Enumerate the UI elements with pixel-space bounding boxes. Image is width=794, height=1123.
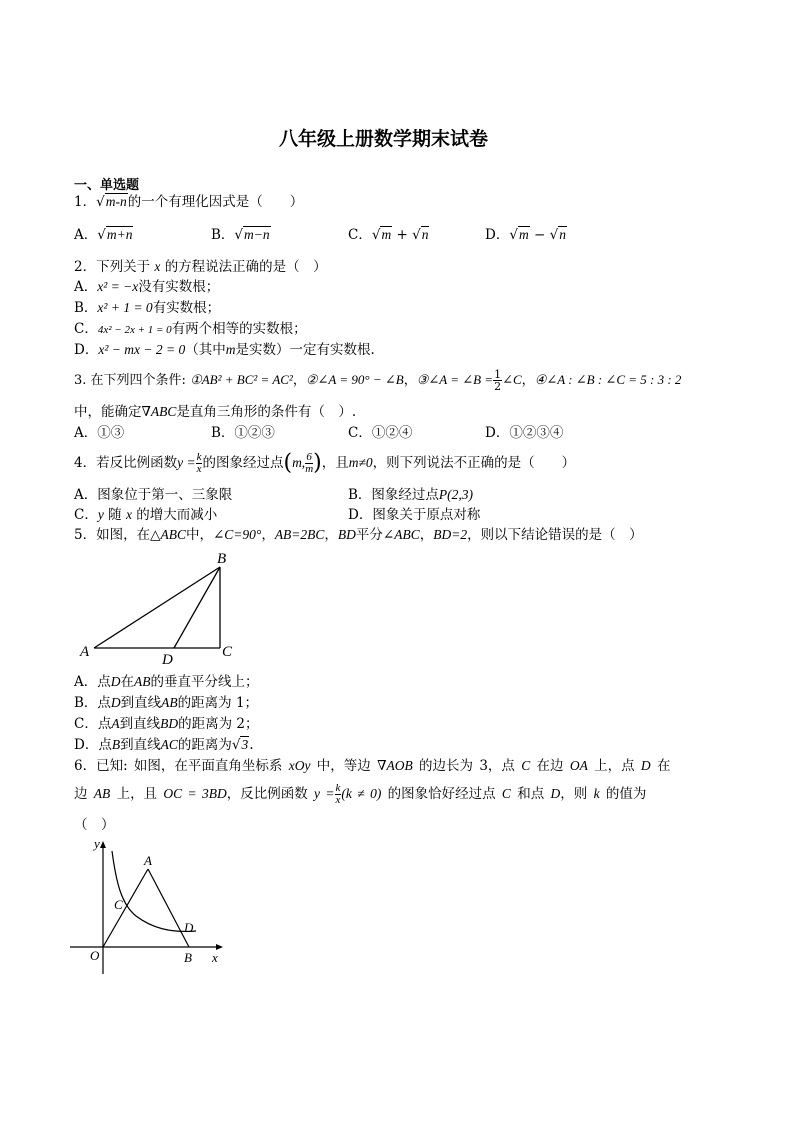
q5-triangle-figure [74, 548, 254, 668]
option-end: . [249, 737, 254, 753]
option-text: D．点 [74, 737, 112, 753]
sqrt-symbol: √ [412, 227, 421, 243]
option-text: 的垂直平分线上； [150, 674, 259, 690]
q6-text: 6．已知: 如图，在平面直角坐标系 [74, 758, 283, 774]
condition: (k ≠ 0) [341, 786, 382, 801]
segment: BD [337, 527, 356, 542]
q5-option-b [74, 694, 258, 712]
option-text: 到直线 [120, 695, 162, 711]
option-text: B．点 [74, 695, 111, 711]
condition: OC = 3BD [163, 786, 227, 801]
variable: AC [160, 737, 178, 752]
sqrt-symbol: √ [97, 227, 106, 243]
option-text: 的距离为 2； [178, 716, 259, 732]
operator: + [396, 227, 408, 243]
variable: C [521, 758, 531, 773]
condition-2: ②∠A = 90° − ∠B [305, 372, 404, 387]
q6-text: 上，点 [594, 758, 635, 774]
q1-option-d [485, 226, 567, 244]
q1-number: 1． [74, 194, 97, 210]
label-a: A [144, 853, 152, 868]
q3-stem-post: 是直角三角形的条件有（ ）. [176, 404, 357, 420]
label-c: C [114, 897, 123, 912]
q1-radicand: m-n [105, 194, 127, 209]
option-text: 的距离为 [177, 737, 232, 753]
label-c: C [222, 644, 233, 660]
q5-option-d [74, 736, 254, 754]
q6-text: ，反比例函数 [226, 786, 308, 802]
q4-option-a: A．图象位于第一、三象限 [74, 487, 233, 503]
variable: C [501, 786, 511, 801]
triangle: △ABC [150, 527, 186, 542]
paren-close: ) [313, 450, 322, 476]
option-text: 的距离为 1； [177, 695, 259, 711]
equation: x² + 1 = 0 [97, 300, 153, 315]
sqrt-symbol: √ [96, 194, 105, 210]
paren-open: ( [283, 450, 293, 476]
operator: − [533, 227, 546, 243]
q6-text: 在边 [536, 758, 564, 774]
triangle: ∇ABC [141, 404, 177, 419]
label-b: B [184, 950, 192, 965]
option-text: 是实数）一定有实数根. [235, 342, 375, 358]
fraction [493, 369, 502, 392]
q3-stem: 中，能确定 [74, 404, 142, 420]
numerator: 1 [494, 368, 502, 381]
segment: AB [93, 786, 111, 801]
option-label: B． [74, 300, 98, 316]
segment-bd [174, 567, 220, 648]
q4-stem-mid: 的图象经过点 [202, 455, 284, 471]
variable: D [640, 758, 651, 773]
label-x: x [212, 950, 218, 965]
q4-stem: 4．若反比例函数 [74, 455, 178, 471]
q2-stem-post: 的方程说法正确的是（ ） [164, 259, 327, 275]
number: 3 [479, 758, 488, 774]
q5-text: 中， [185, 527, 213, 543]
separator: ， [403, 373, 417, 388]
separator: ， [324, 527, 338, 543]
sqrt-symbol: √ [371, 227, 381, 243]
variable: AB [161, 695, 178, 710]
q6-text: 中，等边 [316, 758, 371, 774]
q6-coordinate-figure [66, 836, 236, 978]
variable: D [550, 786, 561, 801]
condition: m≠0 [348, 455, 373, 470]
option-text: B．图象经过点 [348, 487, 439, 503]
condition: BD=2 [433, 527, 468, 542]
sqrt-symbol: √ [231, 737, 241, 753]
radicand: n [421, 227, 429, 242]
q4-stem-post: ，且 [321, 455, 349, 471]
condition-3-end: ∠C [502, 372, 522, 387]
option-text: 随 [108, 507, 122, 523]
option-text: C．点 [74, 716, 112, 732]
q5-stem-end: ，则以下结论错误的是（ ） [467, 527, 643, 543]
question-2 [74, 258, 327, 276]
q6-text: ，点 [487, 758, 515, 774]
segment-ab [94, 567, 220, 648]
condition-1: ①AB² + BC² = AC² [190, 372, 293, 387]
q6-text: 的边长为 [419, 758, 474, 774]
option-text: 没有实数根； [138, 279, 220, 295]
condition: AB=2BC [274, 527, 325, 542]
q1-text: 的一个有理化因式是（ ） [127, 194, 304, 210]
segment-ab [148, 869, 189, 947]
q6-text: 和点 [517, 786, 545, 802]
separator: ， [521, 373, 535, 388]
radicand: m+n [106, 227, 133, 242]
segment: OA [569, 758, 588, 773]
variable: AB [134, 674, 151, 689]
sqrt-symbol: √ [549, 227, 559, 243]
q2-option-d [74, 341, 375, 359]
q2-stem: 2．下列关于 [74, 259, 151, 275]
variable: k [593, 786, 600, 801]
question-6-line3: （ ） [74, 817, 115, 833]
fraction [305, 452, 313, 475]
q5-text: 平分 [355, 527, 383, 543]
question-1 [74, 193, 303, 211]
radicand: m [381, 227, 392, 242]
equation: 4x² − 2x + 1 = 0 [97, 324, 172, 336]
variable: BD [160, 716, 179, 731]
variable: xOy [288, 758, 311, 773]
option-label: A． [74, 279, 98, 295]
option-text: （其中 [185, 342, 226, 358]
condition: ∠C=90° [212, 527, 262, 542]
section-heading: 一、单选题 [74, 178, 140, 193]
question-5 [74, 526, 643, 544]
label-d: D [184, 920, 194, 935]
option-label: C． [74, 507, 98, 523]
denominator: m [305, 463, 314, 475]
condition-4: ④∠A : ∠B : ∠C = 5 : 3 : 2 [534, 372, 682, 387]
sqrt-symbol: √ [234, 227, 244, 243]
q2-option-c [74, 320, 307, 339]
q6-text: ，则 [560, 786, 588, 802]
point: P(2,3) [438, 487, 474, 502]
option-text: 有实数根； [152, 300, 221, 316]
q2-option-b [74, 299, 220, 317]
numerator: k [196, 451, 202, 463]
q6-text: 在 [656, 758, 671, 774]
q3-option-d: D．①②③④ [485, 425, 564, 441]
q3-option-a: A．①③ [74, 425, 125, 441]
question-4 [74, 452, 575, 475]
q1-option-a [74, 226, 133, 244]
option-label: B． [211, 227, 235, 243]
page-title: 八年级上册数学期末试卷 [279, 128, 489, 150]
function-lhs: y = [314, 786, 335, 801]
option-text: 有两个相等的实数根； [171, 321, 307, 337]
label-b: B [217, 551, 227, 567]
q4-option-d: D．图象关于原点对称 [348, 507, 481, 523]
denominator: x [335, 794, 341, 806]
option-text: 的增大而减小 [136, 507, 218, 523]
question-6-line2 [74, 783, 646, 806]
q1-option-b [211, 226, 271, 244]
y-axis-arrow-icon [100, 841, 106, 848]
option-label: C． [74, 321, 98, 337]
angle: ∠ABC [382, 527, 420, 542]
label-d: D [162, 652, 173, 668]
function-lhs: y = [177, 455, 196, 470]
sqrt-symbol: √ [509, 227, 518, 243]
variable: D [110, 695, 121, 710]
condition-3: ③∠A = ∠B = [416, 372, 494, 387]
q6-text: 的图象恰好经过点 [387, 786, 496, 802]
option-text: 到直线 [120, 737, 161, 753]
q4-option-b [348, 486, 473, 504]
question-6-line1 [74, 757, 670, 775]
label-a: A [80, 644, 90, 660]
equation: x² − mx − 2 = 0 [98, 342, 186, 357]
q5-stem: 5．如图，在 [74, 527, 151, 543]
q3-stem: 3. 在下列四个条件: [74, 373, 191, 388]
triangle: ∇AOB [377, 758, 413, 773]
option-label: D． [485, 227, 510, 243]
q4-option-c [74, 506, 217, 524]
numerator: 6 [306, 451, 312, 463]
variable: y [97, 507, 104, 522]
separator: ， [419, 527, 434, 543]
label-y: y [94, 836, 100, 851]
q6-text: 边 [74, 786, 88, 802]
option-text: 在 [120, 674, 134, 690]
variable: D [110, 674, 121, 689]
q5-option-a [74, 673, 259, 691]
variable: A [111, 716, 120, 731]
q2-option-a [74, 278, 219, 296]
question-3-line1 [74, 369, 681, 392]
denominator: x [196, 463, 202, 475]
radicand: m [518, 227, 529, 242]
segment-oa [103, 869, 148, 947]
q5-option-c [74, 715, 258, 733]
radicand: m−n [244, 227, 270, 242]
q3-option-b: B．①②③ [211, 425, 275, 441]
q6-text: 的值为 [605, 786, 647, 802]
q2-var: x [154, 259, 161, 274]
option-label: A． [74, 227, 98, 243]
question-3-line2 [74, 403, 356, 421]
radicand: 3 [241, 737, 249, 752]
point-x: m, [292, 455, 306, 470]
option-label: C． [348, 227, 372, 243]
q4-stem-end: ，则下列说法不正确的是（ ） [372, 455, 576, 471]
q1-option-c [348, 226, 429, 244]
equation: x² = −x [97, 279, 139, 294]
q6-text: 上，且 [116, 786, 158, 802]
q3-option-c: C．①②④ [348, 425, 413, 441]
label-o: O [90, 948, 100, 963]
denominator: 2 [494, 380, 502, 393]
numerator: k [335, 782, 341, 794]
separator: ， [292, 373, 306, 388]
separator: ， [261, 527, 275, 543]
option-text: A．点 [74, 674, 111, 690]
variable: B [111, 737, 121, 752]
variable: m [225, 342, 236, 357]
radicand: n [559, 227, 566, 242]
option-text: 到直线 [119, 716, 161, 732]
variable: x [125, 507, 132, 522]
option-label: D． [74, 342, 99, 358]
